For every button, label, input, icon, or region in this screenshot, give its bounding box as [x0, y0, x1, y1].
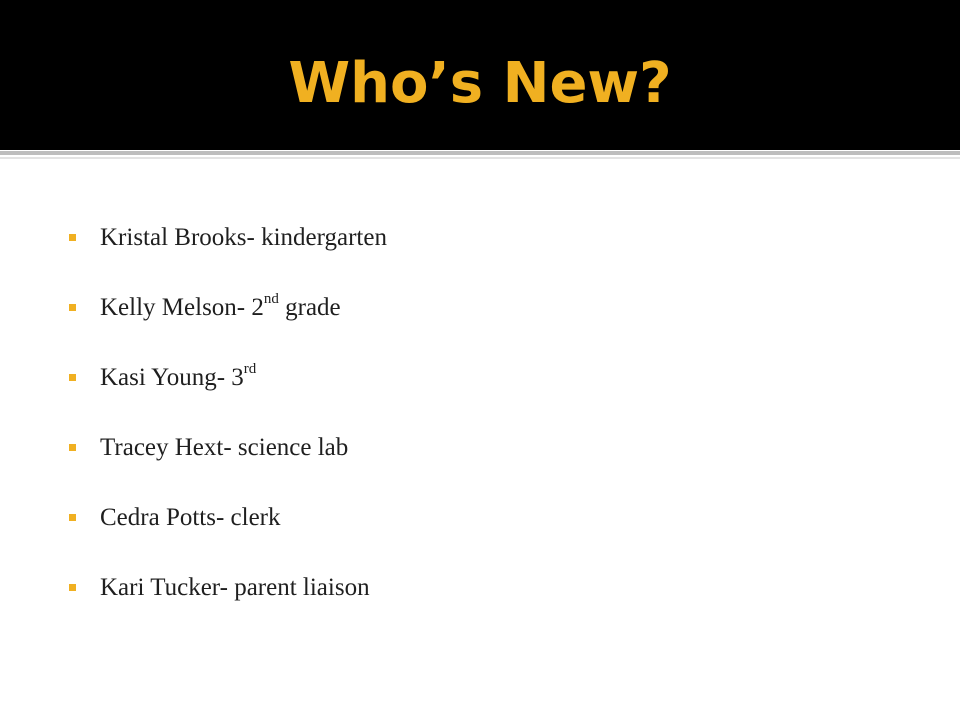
bullet-item — [68, 214, 928, 261]
bullet-item — [68, 354, 928, 401]
title-bar — [0, 0, 960, 150]
bullet-item — [68, 284, 928, 331]
bullet-text: Cedra Potts- clerk — [100, 503, 281, 531]
slide-content — [68, 214, 928, 634]
bullet-text: Tracey Hext- science lab — [100, 433, 349, 461]
title-divider-secondary — [0, 157, 960, 159]
bullet-item — [68, 564, 928, 611]
square-bullet-icon — [69, 234, 76, 241]
ordinal-suffix: rd — [243, 361, 257, 378]
bullet-item — [68, 424, 928, 471]
bullet-list — [68, 214, 928, 611]
square-bullet-icon — [69, 584, 76, 591]
bullet-text: Kasi Young- 3rd — [100, 361, 257, 391]
title-divider — [0, 151, 960, 155]
bullet-item — [68, 494, 928, 541]
square-bullet-icon — [69, 514, 76, 521]
bullet-text: Kari Tucker- parent liaison — [100, 573, 370, 601]
bullet-text: Kelly Melson- 2nd grade — [100, 291, 341, 321]
square-bullet-icon — [69, 374, 76, 381]
ordinal-suffix: nd — [263, 291, 279, 308]
bullet-text: Kristal Brooks- kindergarten — [100, 223, 387, 251]
slide-title: Who’s New? — [288, 51, 672, 116]
square-bullet-icon — [69, 304, 76, 311]
square-bullet-icon — [69, 444, 76, 451]
